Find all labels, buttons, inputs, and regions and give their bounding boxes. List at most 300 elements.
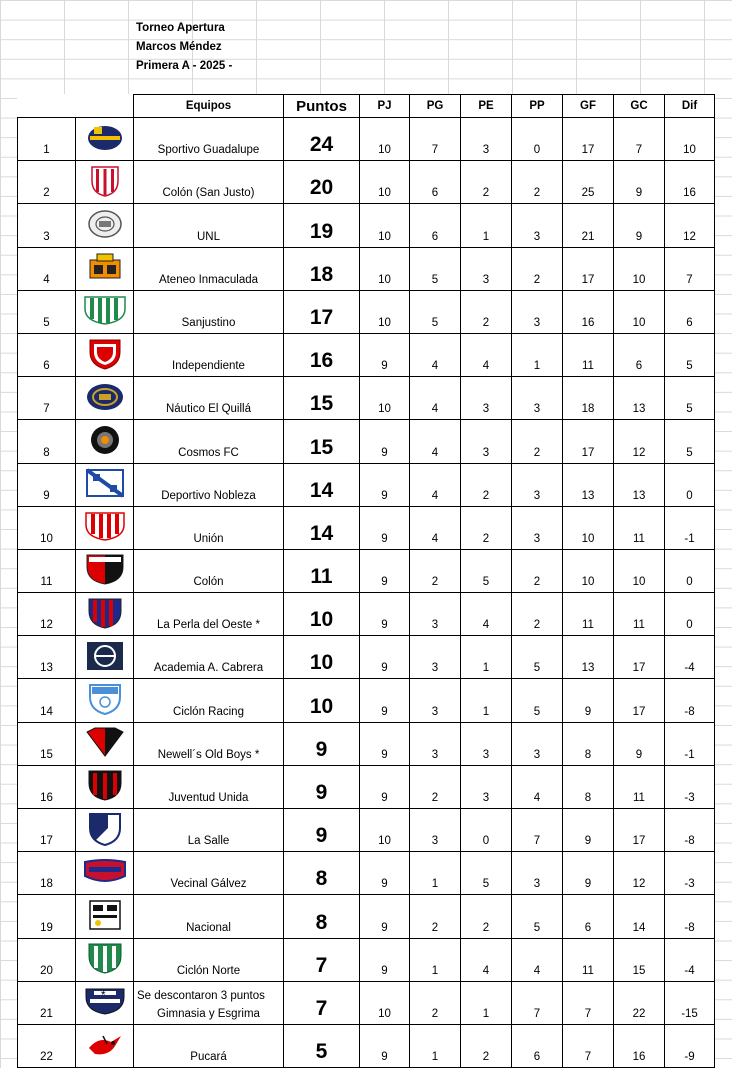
team-crest-icon [88, 338, 122, 373]
goals-against-cell: 11 [614, 593, 665, 636]
lost-cell: 6 [512, 1024, 563, 1067]
position-cell: 2 [18, 161, 76, 204]
lost-cell: 2 [512, 593, 563, 636]
table-row [18, 506, 715, 549]
goal-diff-cell: 10 [665, 118, 715, 161]
table-row [18, 118, 715, 161]
team-logo-cell [76, 463, 134, 506]
author-name: Marcos Méndez [136, 41, 222, 53]
lost-cell: 2 [512, 161, 563, 204]
goals-against-cell: 10 [614, 290, 665, 333]
position-cell: 4 [18, 247, 76, 290]
points-cell: 18 [284, 247, 360, 290]
team-name-cell: Academia A. Cabrera [134, 636, 284, 679]
goals-for-cell: 17 [563, 118, 614, 161]
won-cell: 2 [410, 765, 461, 808]
team-name-cell: Juventud Unida [134, 765, 284, 808]
goal-diff-cell: -9 [665, 1024, 715, 1067]
team-crest-icon [85, 1030, 125, 1063]
points-cell: 19 [284, 204, 360, 247]
standings-table [17, 94, 715, 1068]
table-header-row [18, 95, 715, 118]
won-cell: 6 [410, 204, 461, 247]
position-cell: 14 [18, 679, 76, 722]
team-name-cell: Independiente [134, 333, 284, 376]
played-cell: 9 [360, 420, 410, 463]
played-cell: 10 [360, 161, 410, 204]
played-cell: 9 [360, 333, 410, 376]
goals-for-cell: 21 [563, 204, 614, 247]
lost-cell: 2 [512, 247, 563, 290]
position-cell: 3 [18, 204, 76, 247]
table-row [18, 809, 715, 852]
lost-cell: 7 [512, 809, 563, 852]
played-cell: 9 [360, 636, 410, 679]
goal-diff-cell: 5 [665, 377, 715, 420]
table-row [18, 765, 715, 808]
team-crest-icon [88, 424, 122, 459]
goals-against-cell: 11 [614, 506, 665, 549]
played-cell: 9 [360, 549, 410, 592]
header-gc: GC [614, 95, 665, 118]
position-cell: 13 [18, 636, 76, 679]
drawn-cell: 4 [461, 333, 512, 376]
table-row [18, 981, 715, 1024]
team-logo-cell [76, 765, 134, 808]
header-pos [18, 95, 76, 118]
table-row [18, 938, 715, 981]
position-cell: 20 [18, 938, 76, 981]
goal-diff-cell: 0 [665, 463, 715, 506]
lost-cell: 3 [512, 463, 563, 506]
played-cell: 9 [360, 765, 410, 808]
won-cell: 3 [410, 593, 461, 636]
drawn-cell: 1 [461, 679, 512, 722]
goal-diff-cell: -3 [665, 765, 715, 808]
header-team: Equipos [134, 95, 284, 118]
team-name-cell: Vecinal Gálvez [134, 852, 284, 895]
team-crest-icon [87, 209, 123, 242]
goals-against-cell: 14 [614, 895, 665, 938]
table-row [18, 290, 715, 333]
table-row [18, 895, 715, 938]
points-cell: 5 [284, 1024, 360, 1067]
position-cell: 9 [18, 463, 76, 506]
played-cell: 9 [360, 593, 410, 636]
position-cell: 11 [18, 549, 76, 592]
tournament-title: Torneo Apertura [136, 22, 225, 34]
header-dif: Dif [665, 95, 715, 118]
goals-for-cell: 10 [563, 506, 614, 549]
drawn-cell: 0 [461, 809, 512, 852]
goals-for-cell: 9 [563, 852, 614, 895]
goals-against-cell: 13 [614, 463, 665, 506]
position-cell: 15 [18, 722, 76, 765]
goals-against-cell: 11 [614, 765, 665, 808]
header-pe: PE [461, 95, 512, 118]
team-logo-cell [76, 722, 134, 765]
goal-diff-cell: -1 [665, 506, 715, 549]
won-cell: 3 [410, 722, 461, 765]
won-cell: 5 [410, 247, 461, 290]
drawn-cell: 1 [461, 204, 512, 247]
drawn-cell: 4 [461, 938, 512, 981]
team-name-cell: Colón (San Justo) [134, 161, 284, 204]
team-crest-icon [87, 769, 123, 804]
points-cell: 8 [284, 852, 360, 895]
team-logo-cell [76, 593, 134, 636]
team-name-cell: Pucará [134, 1024, 284, 1067]
goals-against-cell: 12 [614, 852, 665, 895]
points-cell: 20 [284, 161, 360, 204]
drawn-cell: 1 [461, 981, 512, 1024]
played-cell: 10 [360, 809, 410, 852]
points-cell: 9 [284, 809, 360, 852]
team-name-cell: La Perla del Oeste * [134, 593, 284, 636]
points-cell: 24 [284, 118, 360, 161]
team-name-cell: Nacional [134, 895, 284, 938]
goals-against-cell: 12 [614, 420, 665, 463]
played-cell: 10 [360, 247, 410, 290]
goal-diff-cell: 12 [665, 204, 715, 247]
division-label: Primera A - 2025 - [136, 60, 233, 72]
won-cell: 1 [410, 1024, 461, 1067]
team-crest-icon [87, 252, 123, 285]
goals-for-cell: 16 [563, 290, 614, 333]
drawn-cell: 3 [461, 722, 512, 765]
table-row [18, 204, 715, 247]
lost-cell: 0 [512, 118, 563, 161]
team-logo-cell [76, 290, 134, 333]
played-cell: 10 [360, 981, 410, 1024]
goals-for-cell: 11 [563, 938, 614, 981]
header-pg: PG [410, 95, 461, 118]
goal-diff-cell: -8 [665, 679, 715, 722]
drawn-cell: 2 [461, 895, 512, 938]
team-name-cell: UNL [134, 204, 284, 247]
played-cell: 10 [360, 377, 410, 420]
standings-body [18, 118, 715, 1068]
goals-for-cell: 7 [563, 981, 614, 1024]
header-points: Puntos [284, 95, 360, 118]
lost-cell: 3 [512, 852, 563, 895]
points-cell: 9 [284, 765, 360, 808]
played-cell: 10 [360, 204, 410, 247]
won-cell: 1 [410, 938, 461, 981]
played-cell: 9 [360, 463, 410, 506]
drawn-cell: 3 [461, 118, 512, 161]
drawn-cell: 4 [461, 593, 512, 636]
team-name-cell: Unión [134, 506, 284, 549]
goals-against-cell: 16 [614, 1024, 665, 1067]
team-name-cell: Sanjustino [134, 290, 284, 333]
goal-diff-cell: 16 [665, 161, 715, 204]
won-cell: 5 [410, 290, 461, 333]
team-logo-cell [76, 420, 134, 463]
goal-diff-cell: -1 [665, 722, 715, 765]
won-cell: 4 [410, 333, 461, 376]
position-cell: 7 [18, 377, 76, 420]
won-cell: 4 [410, 463, 461, 506]
position-cell: 10 [18, 506, 76, 549]
table-row [18, 161, 715, 204]
won-cell: 3 [410, 636, 461, 679]
played-cell: 9 [360, 852, 410, 895]
team-crest-icon [87, 942, 123, 977]
points-cell: 15 [284, 377, 360, 420]
position-cell: 22 [18, 1024, 76, 1067]
team-crest-icon [87, 597, 123, 632]
won-cell: 2 [410, 895, 461, 938]
goals-for-cell: 17 [563, 247, 614, 290]
team-logo-cell [76, 809, 134, 852]
goals-against-cell: 6 [614, 333, 665, 376]
goals-for-cell: 7 [563, 1024, 614, 1067]
goals-for-cell: 13 [563, 636, 614, 679]
table-row [18, 679, 715, 722]
team-logo-cell [76, 161, 134, 204]
team-crest-icon [83, 295, 127, 328]
team-crest-icon [85, 640, 125, 675]
won-cell: 1 [410, 852, 461, 895]
lost-cell: 3 [512, 204, 563, 247]
team-crest-icon [85, 382, 125, 415]
team-name-cell: La Salle [134, 809, 284, 852]
goals-for-cell: 6 [563, 895, 614, 938]
goals-for-cell: 25 [563, 161, 614, 204]
footnote-text: Se descontaron 3 puntos [137, 990, 265, 1002]
points-cell: 10 [284, 679, 360, 722]
played-cell: 9 [360, 1024, 410, 1067]
drawn-cell: 3 [461, 420, 512, 463]
team-crest-icon [85, 726, 125, 761]
team-crest-icon [85, 553, 125, 588]
goal-diff-cell: -4 [665, 636, 715, 679]
standings-table-container [17, 94, 715, 1068]
lost-cell: 4 [512, 765, 563, 808]
drawn-cell: 2 [461, 1024, 512, 1067]
team-crest-icon [88, 683, 122, 718]
drawn-cell: 1 [461, 636, 512, 679]
goals-against-cell: 17 [614, 636, 665, 679]
goals-against-cell: 9 [614, 204, 665, 247]
goal-diff-cell: 5 [665, 333, 715, 376]
won-cell: 3 [410, 679, 461, 722]
points-cell: 7 [284, 981, 360, 1024]
goals-for-cell: 9 [563, 809, 614, 852]
table-row [18, 420, 715, 463]
team-name-cell: Newell´s Old Boys * [134, 722, 284, 765]
goal-diff-cell: -15 [665, 981, 715, 1024]
won-cell: 4 [410, 506, 461, 549]
goals-against-cell: 22 [614, 981, 665, 1024]
position-cell: 21 [18, 981, 76, 1024]
points-cell: 17 [284, 290, 360, 333]
goals-against-cell: 10 [614, 247, 665, 290]
goal-diff-cell: -3 [665, 852, 715, 895]
team-crest-icon [88, 812, 122, 849]
lost-cell: 3 [512, 290, 563, 333]
goals-for-cell: 18 [563, 377, 614, 420]
drawn-cell: 5 [461, 852, 512, 895]
goals-for-cell: 13 [563, 463, 614, 506]
drawn-cell: 5 [461, 549, 512, 592]
team-logo-cell [76, 549, 134, 592]
team-logo-cell [76, 377, 134, 420]
goal-diff-cell: -8 [665, 809, 715, 852]
points-cell: 9 [284, 722, 360, 765]
team-crest-icon [85, 468, 125, 501]
goals-against-cell: 17 [614, 679, 665, 722]
won-cell: 3 [410, 809, 461, 852]
drawn-cell: 3 [461, 377, 512, 420]
footnote-marker: * [101, 990, 106, 1002]
goals-for-cell: 17 [563, 420, 614, 463]
won-cell: 6 [410, 161, 461, 204]
played-cell: 9 [360, 679, 410, 722]
points-cell: 16 [284, 333, 360, 376]
team-crest-icon [84, 511, 126, 544]
goals-against-cell: 13 [614, 377, 665, 420]
lost-cell: 7 [512, 981, 563, 1024]
points-cell: 10 [284, 593, 360, 636]
drawn-cell: 3 [461, 247, 512, 290]
won-cell: 4 [410, 377, 461, 420]
goals-for-cell: 11 [563, 593, 614, 636]
lost-cell: 5 [512, 679, 563, 722]
table-row [18, 377, 715, 420]
goals-against-cell: 9 [614, 722, 665, 765]
goals-for-cell: 10 [563, 549, 614, 592]
goal-diff-cell: 6 [665, 290, 715, 333]
team-crest-icon [88, 899, 122, 934]
position-cell: 17 [18, 809, 76, 852]
goal-diff-cell: 7 [665, 247, 715, 290]
team-logo-cell [76, 247, 134, 290]
goals-for-cell: 9 [563, 679, 614, 722]
team-logo-cell [76, 118, 134, 161]
team-logo-cell [76, 852, 134, 895]
won-cell: 4 [410, 420, 461, 463]
goal-diff-cell: -8 [665, 895, 715, 938]
header-logo [76, 95, 134, 118]
team-logo-cell [76, 1024, 134, 1067]
header-gf: GF [563, 95, 614, 118]
team-name-cell: Ciclón Norte [134, 938, 284, 981]
team-crest-icon [90, 165, 120, 200]
team-logo-cell [76, 506, 134, 549]
goal-diff-cell: 0 [665, 593, 715, 636]
team-crest-icon [83, 858, 127, 889]
lost-cell: 4 [512, 938, 563, 981]
lost-cell: 5 [512, 895, 563, 938]
won-cell: 7 [410, 118, 461, 161]
lost-cell: 2 [512, 420, 563, 463]
position-cell: 5 [18, 290, 76, 333]
team-logo-cell [76, 333, 134, 376]
team-logo-cell [76, 981, 134, 1024]
goals-against-cell: 9 [614, 161, 665, 204]
lost-cell: 1 [512, 333, 563, 376]
goals-against-cell: 7 [614, 118, 665, 161]
team-logo-cell [76, 204, 134, 247]
position-cell: 19 [18, 895, 76, 938]
lost-cell: 2 [512, 549, 563, 592]
team-name-cell: Gimnasia y Esgrima [134, 981, 284, 1024]
team-logo-cell [76, 636, 134, 679]
goal-diff-cell: 5 [665, 420, 715, 463]
team-name-cell: Sportivo Guadalupe [134, 118, 284, 161]
table-row [18, 1024, 715, 1067]
position-cell: 6 [18, 333, 76, 376]
drawn-cell: 2 [461, 290, 512, 333]
table-row [18, 549, 715, 592]
goals-for-cell: 8 [563, 765, 614, 808]
played-cell: 9 [360, 722, 410, 765]
won-cell: 2 [410, 549, 461, 592]
team-logo-cell [76, 938, 134, 981]
table-row [18, 333, 715, 376]
points-cell: 7 [284, 938, 360, 981]
goals-for-cell: 8 [563, 722, 614, 765]
table-row [18, 722, 715, 765]
goals-for-cell: 11 [563, 333, 614, 376]
team-name-cell: Deportivo Nobleza [134, 463, 284, 506]
goals-against-cell: 17 [614, 809, 665, 852]
goal-diff-cell: -4 [665, 938, 715, 981]
position-cell: 8 [18, 420, 76, 463]
header-pj: PJ [360, 95, 410, 118]
team-crest-icon [86, 123, 124, 156]
table-row [18, 463, 715, 506]
played-cell: 9 [360, 506, 410, 549]
drawn-cell: 2 [461, 506, 512, 549]
position-cell: 18 [18, 852, 76, 895]
points-cell: 10 [284, 636, 360, 679]
lost-cell: 5 [512, 636, 563, 679]
played-cell: 9 [360, 895, 410, 938]
team-logo-cell [76, 895, 134, 938]
won-cell: 2 [410, 981, 461, 1024]
drawn-cell: 2 [461, 161, 512, 204]
team-name-cell: Ciclón Racing [134, 679, 284, 722]
points-cell: 15 [284, 420, 360, 463]
position-cell: 12 [18, 593, 76, 636]
goals-against-cell: 15 [614, 938, 665, 981]
points-cell: 11 [284, 549, 360, 592]
played-cell: 10 [360, 118, 410, 161]
team-name-cell: Náutico El Quillá [134, 377, 284, 420]
position-cell: 1 [18, 118, 76, 161]
lost-cell: 3 [512, 377, 563, 420]
team-name-cell: Cosmos FC [134, 420, 284, 463]
played-cell: 10 [360, 290, 410, 333]
team-name-cell: Ateneo Inmaculada [134, 247, 284, 290]
table-row [18, 247, 715, 290]
header-pp: PP [512, 95, 563, 118]
lost-cell: 3 [512, 722, 563, 765]
points-cell: 14 [284, 506, 360, 549]
points-cell: 8 [284, 895, 360, 938]
drawn-cell: 2 [461, 463, 512, 506]
points-cell: 14 [284, 463, 360, 506]
table-row [18, 593, 715, 636]
team-logo-cell [76, 679, 134, 722]
played-cell: 9 [360, 938, 410, 981]
goal-diff-cell: 0 [665, 549, 715, 592]
table-row [18, 636, 715, 679]
drawn-cell: 3 [461, 765, 512, 808]
